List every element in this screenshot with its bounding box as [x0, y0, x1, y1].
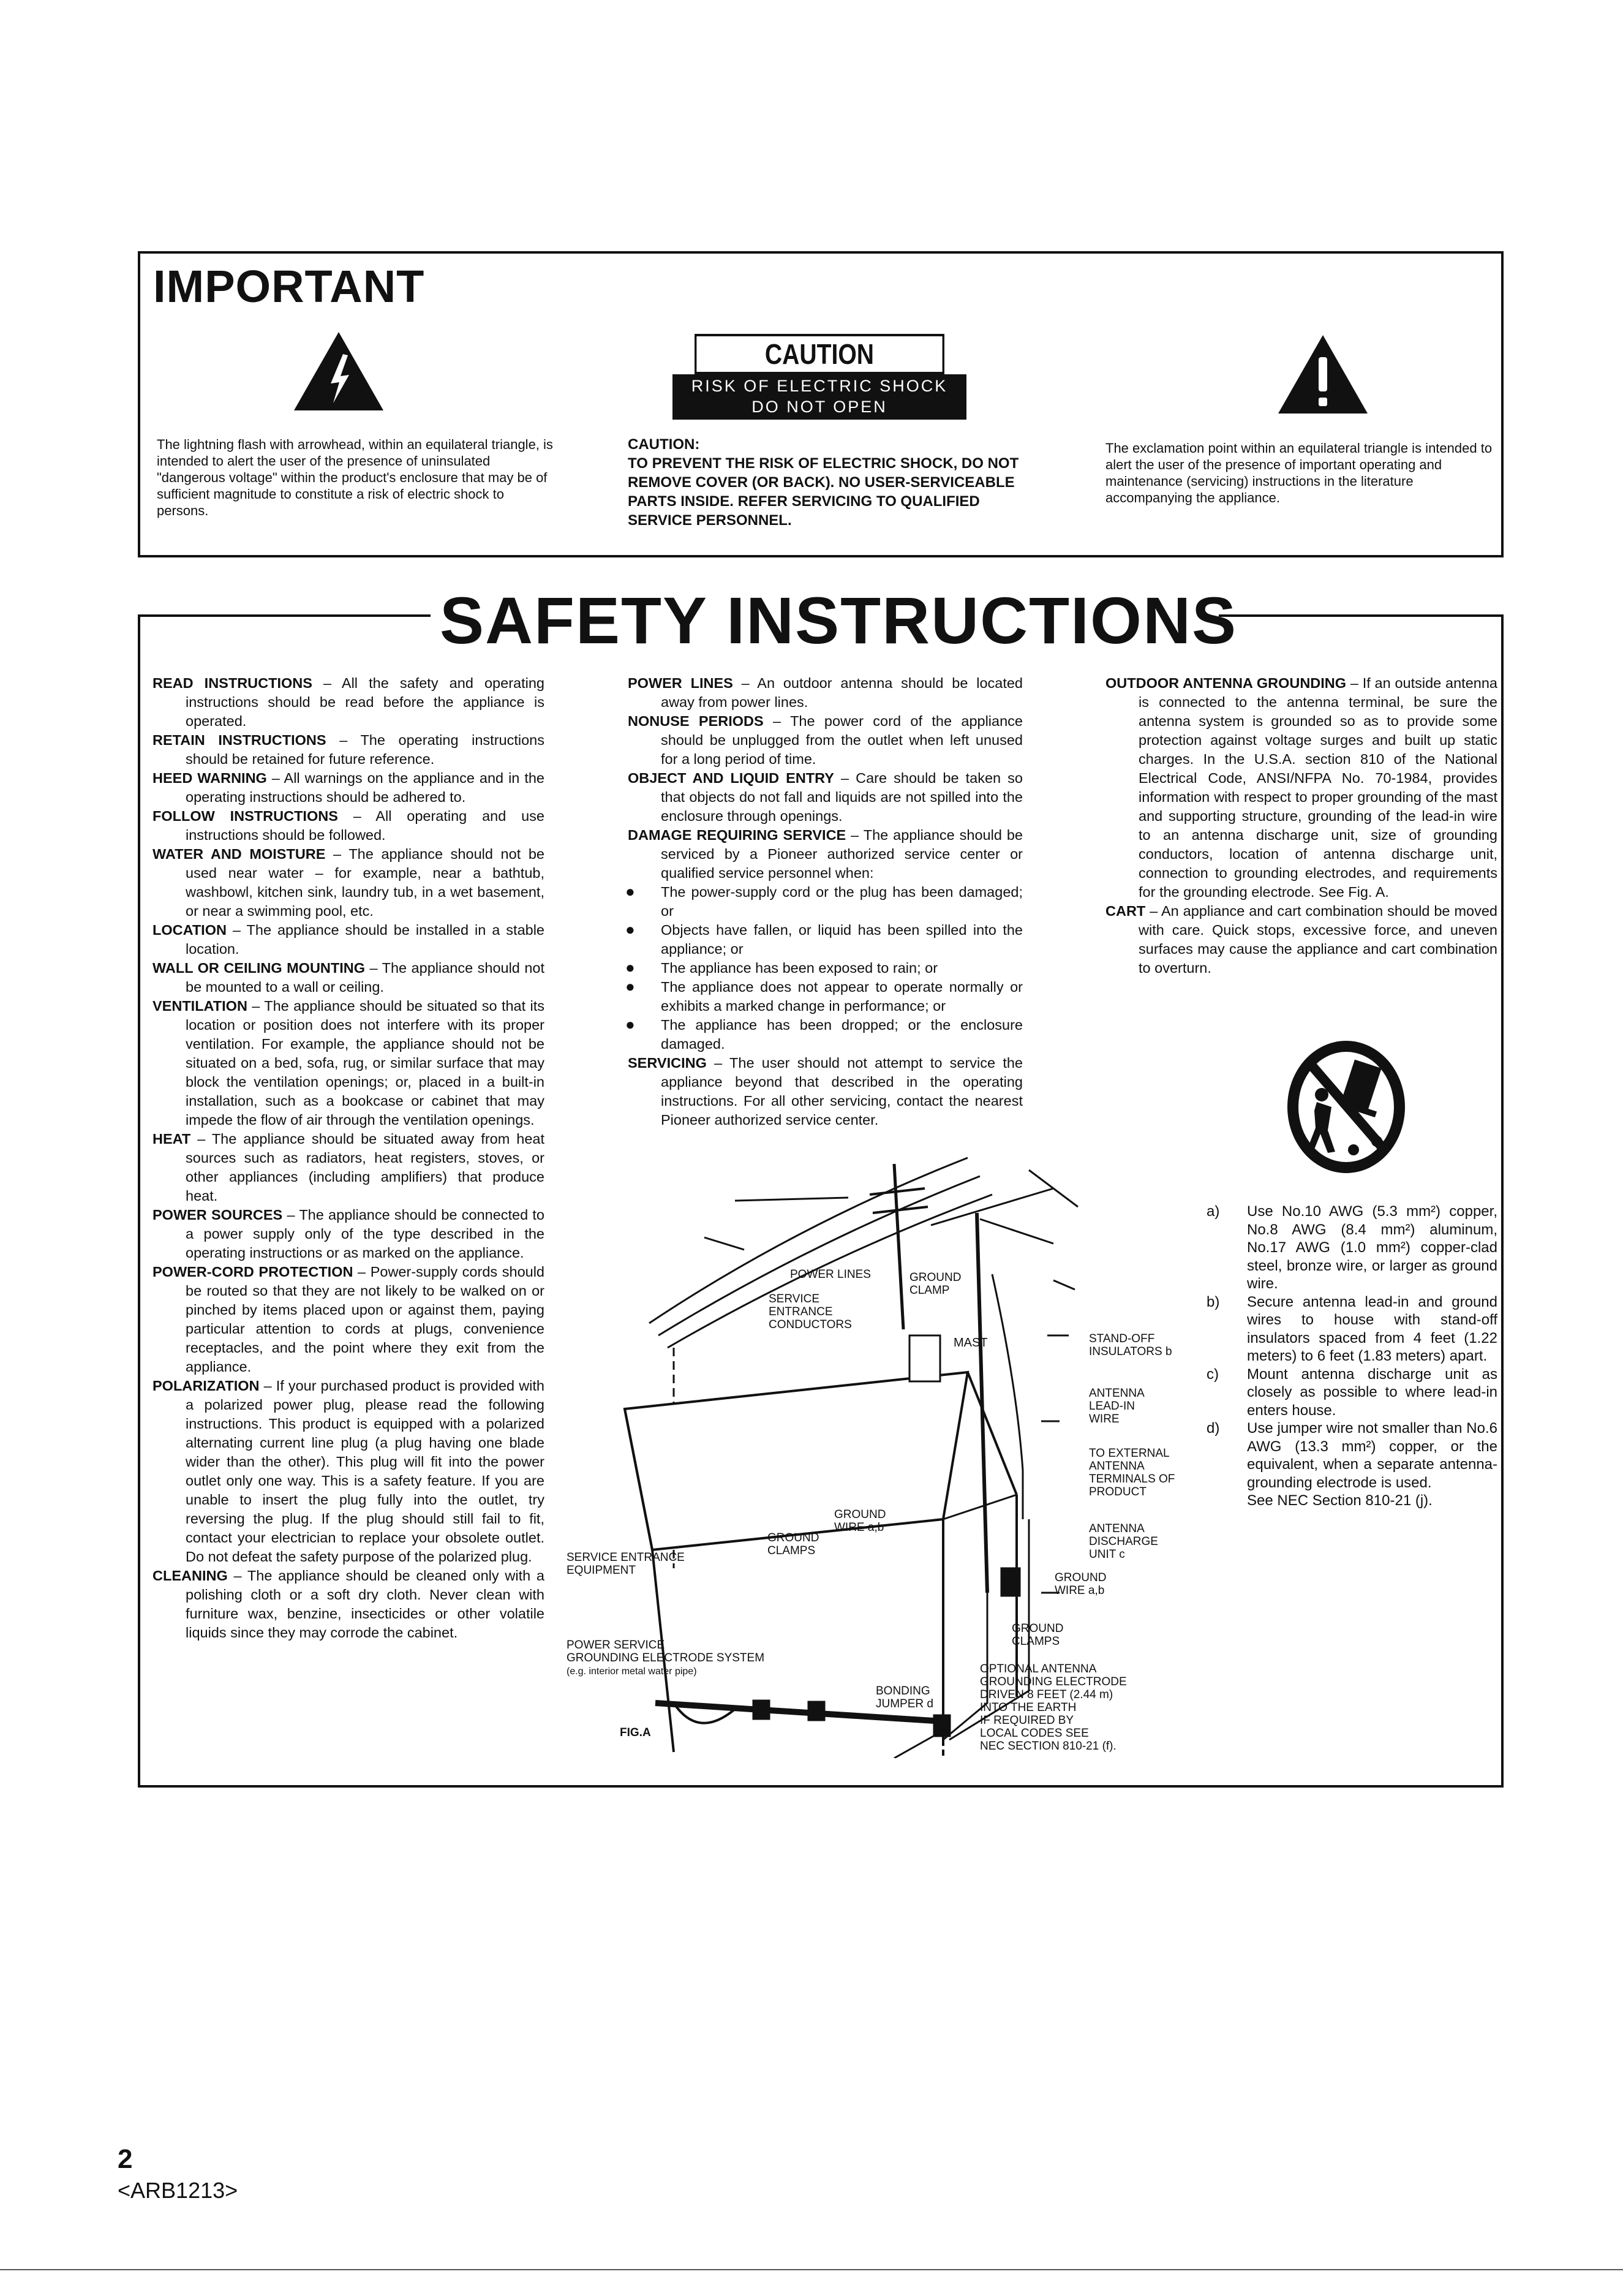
safety-title: SAFETY INSTRUCTIONS — [440, 583, 1238, 657]
instruction-item: WATER AND MOISTURE – The appliance should not be used near water – for example, near a bathtub, washbowl, kitchen sink, laundry tub, in a wet basement, or near a swimming pool, etc. — [153, 846, 544, 919]
safety-column-2 — [628, 674, 1023, 1130]
label-ground-wire-right: GROUND WIRE a,b — [1055, 1571, 1107, 1597]
label-optional-electrode: OPTIONAL ANTENNA GROUNDING ELECTRODE DRIVEN 8 FEET (2.44 m) INTO THE EARTH IF REQUIRED BY LOCAL CODES SEE NEC SECTION 810-21 (f). — [980, 1663, 1127, 1753]
instruction-item: HEED WARNING – All warnings on the appliance and in the operating instructions should be adhered to. — [153, 770, 544, 805]
note-item: b) Secure antenna lead-in and ground wires to house with stand-off insulators spaced from 4 feet (1.22 meters) to 6 feet (1.83 meters) apart. — [1207, 1293, 1497, 1364]
instruction-item: SERVICING – The user should not attempt to service the appliance beyond that described in the operating instructions. For all other servicing, contact the nearest Pioneer authorized service center. — [628, 1055, 1023, 1128]
page-number: 2 — [118, 2144, 133, 2174]
list-item: ● The power-supply cord or the plug has been damaged; or — [628, 883, 1023, 921]
instruction-item: POLARIZATION – If your purchased product is provided with a polarized power plug, please read the following instructions. This product is equipped with a polarized alternating current line plug (a plug having one blade wider than the other). This plug will fit into the power outlet only one way. This is a safety feature. If you are unable to insert the plug fully into the outlet, try reversing the plug. If the plug should still fail to fit, contact your electrician to replace your obsolete outlet. Do not defeat the safety purpose of the polarized plug. — [153, 1378, 544, 1565]
instruction-item: POWER SOURCES – The appliance should be connected to a power supply only of the type described in the operating instructions or as marked on the appliance. — [153, 1207, 545, 1261]
caution-label — [672, 334, 966, 418]
instruction-item: OBJECT AND LIQUID ENTRY – Care should be taken so that objects do not fall and liquids are not spilled into the enclosure through openings. — [628, 770, 1023, 824]
label-power-lines: POWER LINES — [790, 1268, 871, 1281]
label-standoff-insulators: STAND-OFF INSULATORS b — [1089, 1332, 1172, 1358]
note-item: See NEC Section 810-21 (j). — [1247, 1492, 1433, 1509]
label-ground-clamp: GROUND CLAMP — [909, 1271, 962, 1297]
list-item: ● The appliance has been exposed to rain; or — [628, 959, 1023, 978]
label-service-entrance-equipment: SERVICE ENTRANCE EQUIPMENT — [567, 1551, 685, 1577]
instruction-item: CART – An appliance and cart combination should be moved with care. Quick stops, excessive force, and uneven surfaces may cause the appliance and cart combination to overturn. — [1105, 903, 1497, 976]
important-title: IMPORTANT — [153, 261, 425, 312]
instruction-item: HEAT – The appliance should be situated away from heat sources such as radiators, heat registers, stoves, or other appliances (including amplifiers) that produce heat. — [153, 1131, 544, 1204]
instruction-item: DAMAGE REQUIRING SERVICE – The appliance should be serviced by a Pioneer authorized service center or qualified service personnel when: — [628, 827, 1023, 881]
label-bonding-jumper: BONDING JUMPER d — [876, 1685, 933, 1710]
caution-text: TO PREVENT THE RISK OF ELECTRIC SHOCK, DO NOT REMOVE COVER (OR BACK). NO USER-SERVICEABLE PARTS INSIDE. REFER SERVICING TO QUALIFIED SERVICE PERSONNEL. — [628, 455, 1019, 529]
instruction-item: NONUSE PERIODS – The power cord of the appliance should be unplugged from the outlet when left unused for a long period of time. — [628, 713, 1023, 767]
label-ground-clamps-left: GROUND CLAMPS — [767, 1531, 819, 1557]
cart-tipover-warning-icon — [1285, 1038, 1407, 1176]
label-service-entrance-conductors: SERVICE ENTRANCE CONDUCTORS — [769, 1293, 852, 1331]
exclamation-warning-icon — [1277, 334, 1369, 415]
instruction-item: OUTDOOR ANTENNA GROUNDING – If an outside antenna is connected to the antenna terminal, be sure the antenna system is grounded so as to provide some protection against voltage surges and built up static charges. In the U.S.A. section 810 of the National Electrical Code, ANSI/NFPA No. 70-1984, provides information with respect to proper grounding of the mast and supporting structure, grounding of the lead-in wire to an antenna discharge unit, size of grounding conductors, location of antenna discharge unit, connection to grounding electrodes, and requirements for the grounding electrode. See Fig. A. — [1105, 675, 1497, 900]
note-item: c) Mount antenna discharge unit as closely as possible to where lead-in enters house. — [1207, 1365, 1497, 1419]
figure-label: FIG.A — [620, 1726, 651, 1739]
label-discharge-unit: ANTENNA DISCHARGE UNIT c — [1089, 1522, 1158, 1561]
instruction-item: RETAIN INSTRUCTIONS – The operating instructions should be retained for future reference. — [153, 732, 544, 767]
instruction-item: POWER-CORD PROTECTION – Power-supply cords should be routed so that they are not likely to be walked on or pinched by items placed upon or against them, paying particular attention to cords at plugs, convenience receptacles, and the point where they exit from the appliance. — [153, 1264, 544, 1375]
safety-rule-right — [1219, 614, 1504, 617]
caution-band — [672, 374, 966, 420]
instruction-item: POWER LINES – An outdoor antenna should be located away from power lines. — [628, 675, 1023, 710]
document-code: <ARB1213> — [118, 2178, 238, 2203]
antenna-grounding-notes — [1207, 1203, 1497, 1510]
label-to-external-terminals: TO EXTERNAL ANTENNA TERMINALS OF PRODUCT — [1089, 1447, 1175, 1498]
caution-word: CAUTION — [695, 334, 944, 374]
list-item: ● Objects have fallen, or liquid has been spilled into the appliance; or — [628, 921, 1023, 959]
safety-column-3 — [1105, 674, 1497, 978]
service-conditions-list — [628, 883, 1023, 1054]
label-ground-wire-top: GROUND WIRE a,b — [834, 1508, 886, 1534]
instruction-item: CLEANING – The appliance should be cleaned only with a polishing cloth or a soft dry cloth. Never clean with furniture wax, benzine, insecticides or other volatile liquids since they may corrode the cabinet. — [153, 1568, 544, 1641]
label-ground-clamps-right: GROUND CLAMPS — [1012, 1622, 1064, 1648]
instruction-item: LOCATION – The appliance should be installed in a stable location. — [153, 922, 544, 957]
instruction-item: FOLLOW INSTRUCTIONS – All operating and use instructions should be followed. — [153, 808, 544, 843]
note-item: d) Use jumper wire not smaller than No.6 AWG (13.3 mm²) copper, or the equivalent, when a separate antenna-grounding electrode is used. — [1207, 1420, 1497, 1491]
label-antenna-leadin: ANTENNA LEAD-IN WIRE — [1089, 1387, 1145, 1426]
note-item: a) Use No.10 AWG (5.3 mm²) copper, No.8 AWG (8.4 mm²) aluminum, No.17 AWG (1.0 mm²) copper-clad steel, bronze wire, or larger as ground wire. — [1207, 1203, 1497, 1292]
label-power-service-example: (e.g. interior metal water pipe) — [567, 1666, 697, 1677]
list-item: ● The appliance does not appear to operate normally or exhibits a marked change in performance; or — [628, 978, 1023, 1016]
caution-band-line1: RISK OF ELECTRIC SHOCK — [691, 377, 948, 395]
lightning-warning-icon — [293, 331, 385, 412]
label-mast: MAST — [954, 1336, 988, 1350]
caution-statement — [628, 435, 1038, 530]
caution-band-line2: DO NOT OPEN — [751, 398, 887, 416]
instruction-item: VENTILATION – The appliance should be situated so that its location or position does not interfere with its proper ventilation. For example, the appliance should not be situated on a bed, sofa, rug, or similar surface that may block the ventilation openings; or, placed in a built-in installation, such as a bookcase or cabinet that may impede the flow of air through the ventilation openings. — [153, 998, 544, 1128]
instruction-item: WALL OR CEILING MOUNTING – The appliance should not be mounted to a wall or ceiling. — [153, 960, 545, 995]
safety-rule-left — [138, 614, 431, 617]
caution-heading: CAUTION: — [628, 436, 700, 453]
bottom-rule — [0, 2269, 1623, 2270]
exclamation-explanation: The exclamation point within an equilateral triangle is intended to alert the user of the presence of important operating and maintenance (servicing) instructions in the literature accompanying the appliance. — [1105, 440, 1493, 505]
label-power-service-electrode: POWER SERVICE GROUNDING ELECTRODE SYSTEM — [567, 1639, 765, 1664]
instruction-item: READ INSTRUCTIONS – All the safety and operating instructions should be read before the appliance is operated. — [153, 675, 544, 729]
list-item: ● The appliance has been dropped; or the enclosure damaged. — [628, 1016, 1023, 1054]
lightning-explanation: The lightning flash with arrowhead, within an equilateral triangle, is intended to alert the user of the presence of uninsulated "dangerous voltage" within the product's enclosure that may be of sufficient magnitude to constitute a risk of electric shock to persons. — [157, 437, 553, 518]
safety-column-1 — [153, 674, 544, 1642]
